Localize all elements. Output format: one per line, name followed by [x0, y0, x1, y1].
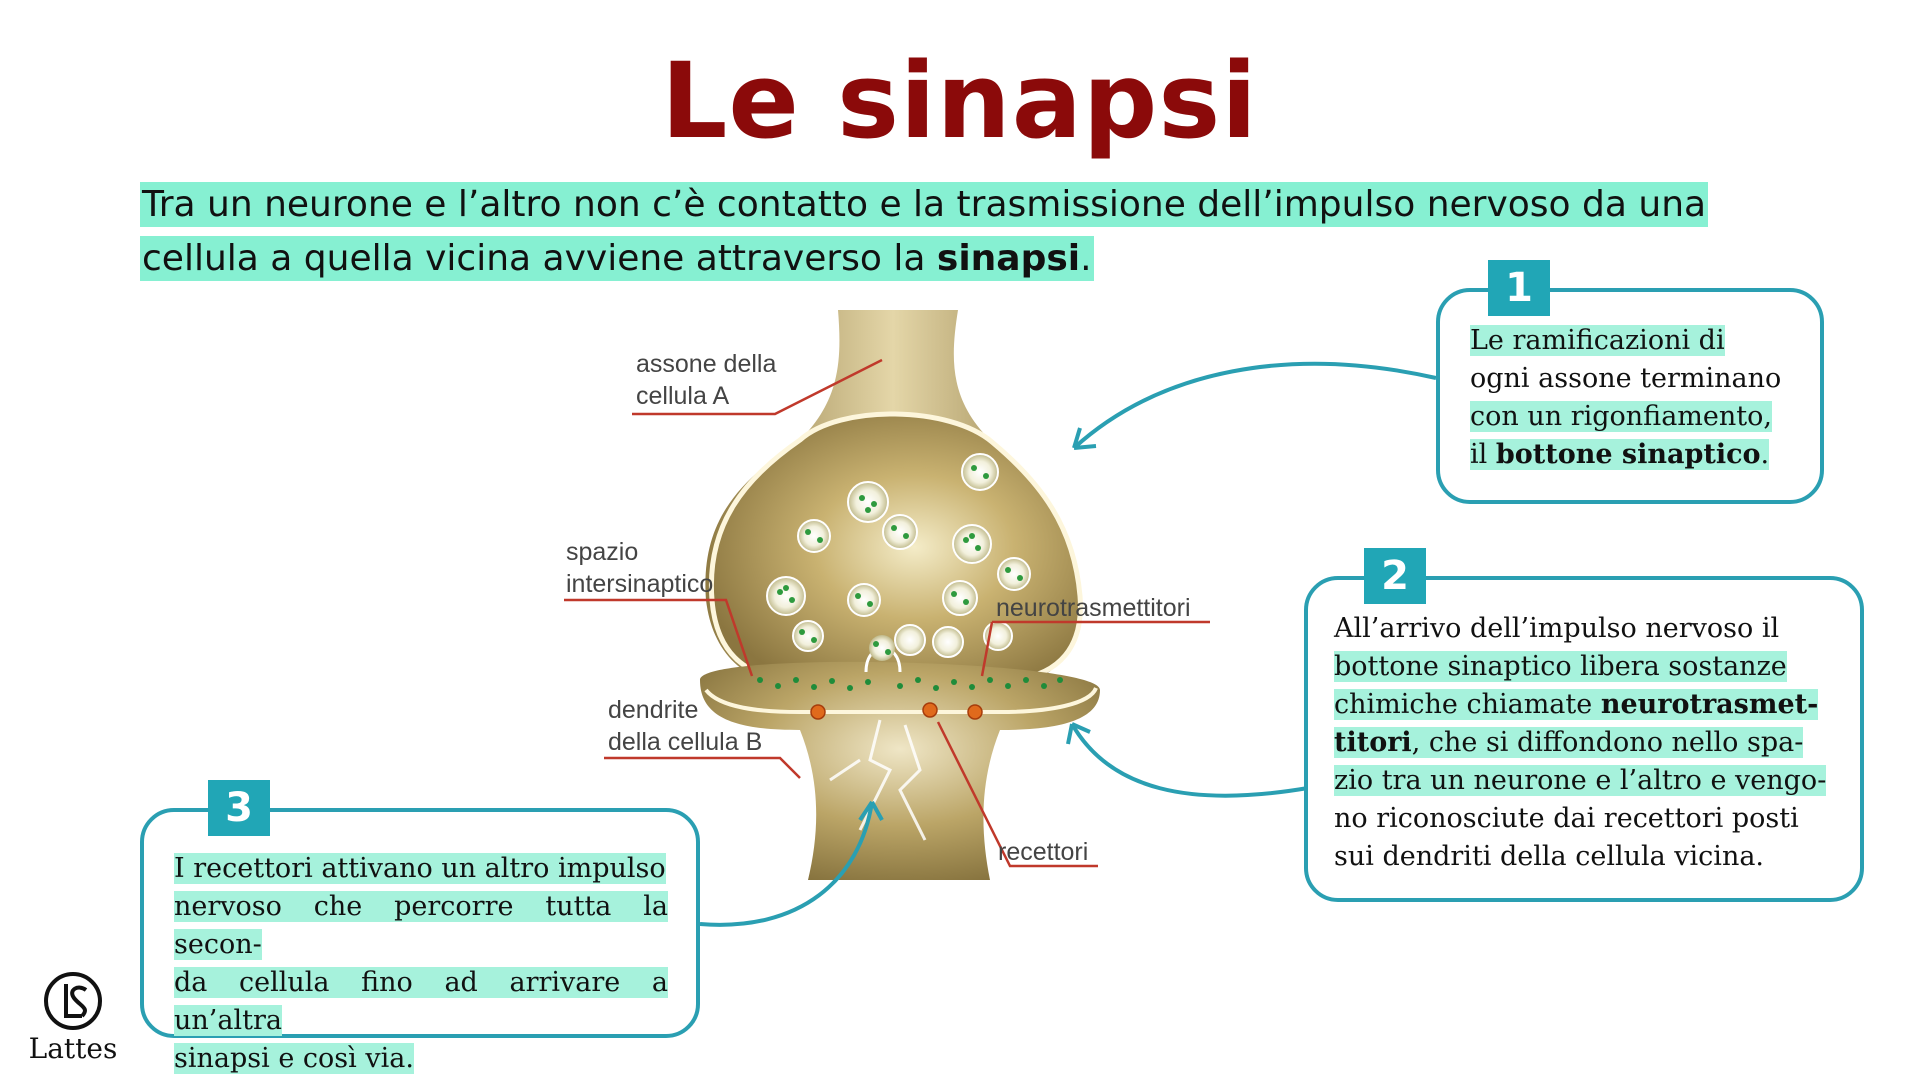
box1-line-3: con un rigonfiamento, [1470, 401, 1772, 432]
box1-line-4 [1470, 439, 1769, 470]
callout-text-2 [1334, 610, 1834, 876]
label-axon [636, 348, 776, 412]
box2-line-7: sui dendriti della cellula vicina. [1334, 841, 1765, 872]
intro-line-1: Tra un neurone e l’altro non c’è contatto e la trasmissione dell’impulso nervoso da una [142, 184, 1707, 225]
box2-line-3-text: chimiche chiamate [1334, 689, 1601, 720]
label-receptors: recettori [998, 838, 1089, 866]
label-axon-line2: cellula A [636, 382, 730, 410]
intro-keyword: sinapsi [936, 238, 1081, 279]
callout-box-2 [1304, 553, 1864, 902]
box2-line-2: bottone sinaptico libera sostanze [1334, 651, 1787, 682]
page-title: Le sinapsi [661, 40, 1258, 162]
label-neurotransmitters: neurotrasmettitori [996, 594, 1191, 622]
callout-badge-3: 3 [208, 780, 270, 836]
box1-line-2: ogni assone terminano [1470, 363, 1782, 394]
box2-line-4-text: , che si diffondono nello spa- [1411, 727, 1804, 758]
box3-line-3: da cellula fino ad arrivare a un’altra [174, 967, 668, 1036]
box2-line-3 [1334, 689, 1818, 720]
box3-line-1: I recettori attivano un altro impulso [174, 853, 666, 884]
callout-badge-1: 1 [1488, 260, 1550, 316]
box1-keyword: bottone sinaptico [1495, 439, 1761, 470]
lattes-emblem-icon [28, 970, 118, 1032]
publisher-logo [28, 970, 118, 1070]
callout-text-1 [1470, 322, 1796, 474]
label-synaptic-space [566, 536, 713, 600]
box2-line-4 [1334, 727, 1803, 758]
callout-badge-2: 2 [1364, 548, 1426, 604]
box1-line-4-text: il [1470, 439, 1496, 470]
intro-line-2-end: . [1080, 238, 1092, 279]
label-dendrite-line1: dendrite [608, 696, 699, 724]
intro-line-2-text: cellula a quella vicina avviene attraverso la [142, 238, 937, 279]
box3-line-4: sinapsi e così via. [174, 1043, 414, 1074]
box2-line-1: All’arrivo dell’impulso nervoso il [1334, 613, 1780, 644]
label-dendrite-line2: della cellula B [608, 728, 763, 756]
label-dendrite [608, 694, 762, 758]
box2-line-6: no riconosciute dai recettori posti [1334, 803, 1799, 834]
label-space-line1: spazio [566, 538, 639, 566]
callout-box-1 [1436, 265, 1824, 504]
callout-text-3 [174, 850, 668, 1078]
box1-end: . [1760, 439, 1770, 470]
label-space-line2: intersinaptico [566, 570, 714, 598]
logo-text: Lattes [28, 1032, 118, 1065]
box2-keyword-end: titori [1334, 727, 1412, 758]
box2-keyword: neurotrasmet- [1600, 689, 1819, 720]
callout-box-3 [140, 785, 700, 1074]
box3-line-2: nervoso che percorre tutta la secon- [174, 891, 668, 960]
box1-line-1: Le ramificazioni di [1470, 325, 1725, 356]
box2-line-5: zio tra un neurone e l’altro e vengo- [1334, 765, 1827, 796]
label-axon-line1: assone della [636, 350, 777, 378]
